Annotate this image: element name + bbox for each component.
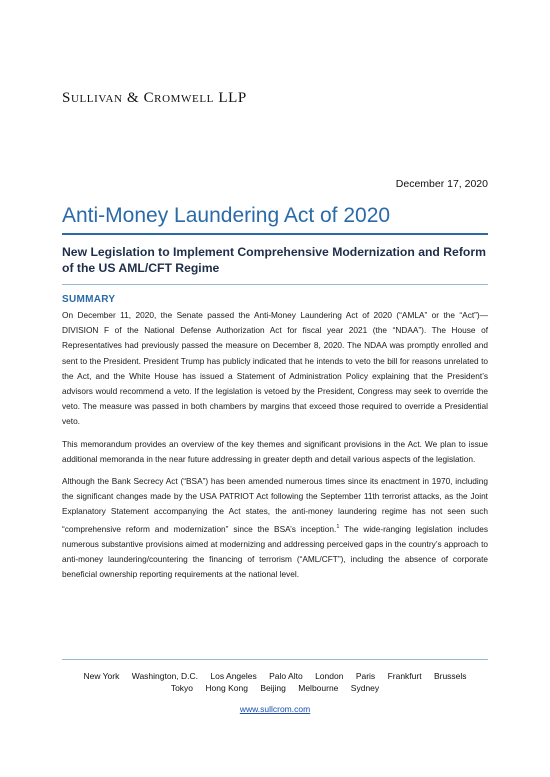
office-item: Hong Kong — [205, 683, 248, 693]
office-item: Beijing — [260, 683, 286, 693]
footer-divider — [62, 659, 488, 660]
summary-body — [62, 308, 488, 589]
summary-paragraph-3 — [62, 474, 488, 582]
summary-paragraph-3-text: Although the Bank Secrecy Act (“BSA”) has been amended numerous times since its enactment in 1970, including the significant changes made by the USA PATRIOT Act following the September 11th terrorist attacks, as the Joint Explanatory Statement accompanying the Act states, the anti-money laundering regime has not seen such “comprehensive reform and modernization” since the BSA’s inception. — [62, 476, 488, 534]
office-item: London — [315, 671, 344, 681]
office-item: Melbourne — [298, 683, 339, 693]
office-item: Washington, D.C. — [131, 671, 199, 681]
office-locations — [62, 670, 488, 694]
website-link[interactable]: www.sullcrom.com — [239, 704, 311, 714]
firm-logo: Sullivan & Cromwell LLP — [62, 90, 247, 106]
office-item: Palo Alto — [269, 671, 303, 681]
summary-paragraph-1: On December 11, 2020, the Senate passed the Anti-Money Laundering Act of 2020 (“AMLA” or the “Act”)—DIVISION F of the National Defense Authorization Act for fiscal year 2021 (the “NDAA”). The House of Representatives had previously passed the measure on December 8, 2020. The NDAA was promptly enrolled and sent to the President. President Trump has publicly indicated that he intends to veto the bill for reasons unrelated to the Act, and the White House has issued a Statement of Administration Policy explaining that the President’s advisors would recommend a veto. If the legislation is vetoed by the President, Congress may seek to override the veto. The measure was passed in both chambers by margins that exceed those required to override a Presidential veto. — [62, 310, 488, 427]
summary-paragraph-3-continued: The wide-ranging legislation includes numerous substantive provisions aimed at modernizing and addressing perceived gaps in the country’s approach to anti-money laundering/countering the financing of terrorism (“AML/CFT”), including the absence of corporate beneficial ownership reporting requirements at the national level. — [62, 523, 488, 580]
office-item: Los Angeles — [210, 671, 257, 681]
office-item: New York — [83, 671, 120, 681]
page-title: Anti-Money Laundering Act of 2020 — [62, 204, 391, 227]
office-item: Tokyo — [170, 683, 194, 693]
office-line-2 — [62, 682, 488, 694]
footnote-reference[interactable]: 1 — [336, 523, 340, 530]
office-item: Frankfurt — [387, 671, 422, 681]
memo-date: December 17, 2020 — [395, 178, 488, 190]
page-subtitle: New Legislation to Implement Comprehensive Modernization and Reform of the US AML/CFT Regime — [62, 245, 486, 275]
office-line-1 — [62, 670, 488, 682]
title-divider — [62, 233, 488, 235]
summary-heading: SUMMARY — [62, 294, 116, 305]
office-item: Sydney — [350, 683, 380, 693]
subtitle-divider — [62, 284, 488, 285]
office-item: Paris — [355, 671, 376, 681]
summary-paragraph-2: This memorandum provides an overview of the key themes and significant provisions in the Act. We plan to issue additional memoranda in the near future addressing in greater depth and detail various aspects of the legislation. — [62, 438, 488, 464]
office-item: Brussels — [433, 671, 467, 681]
